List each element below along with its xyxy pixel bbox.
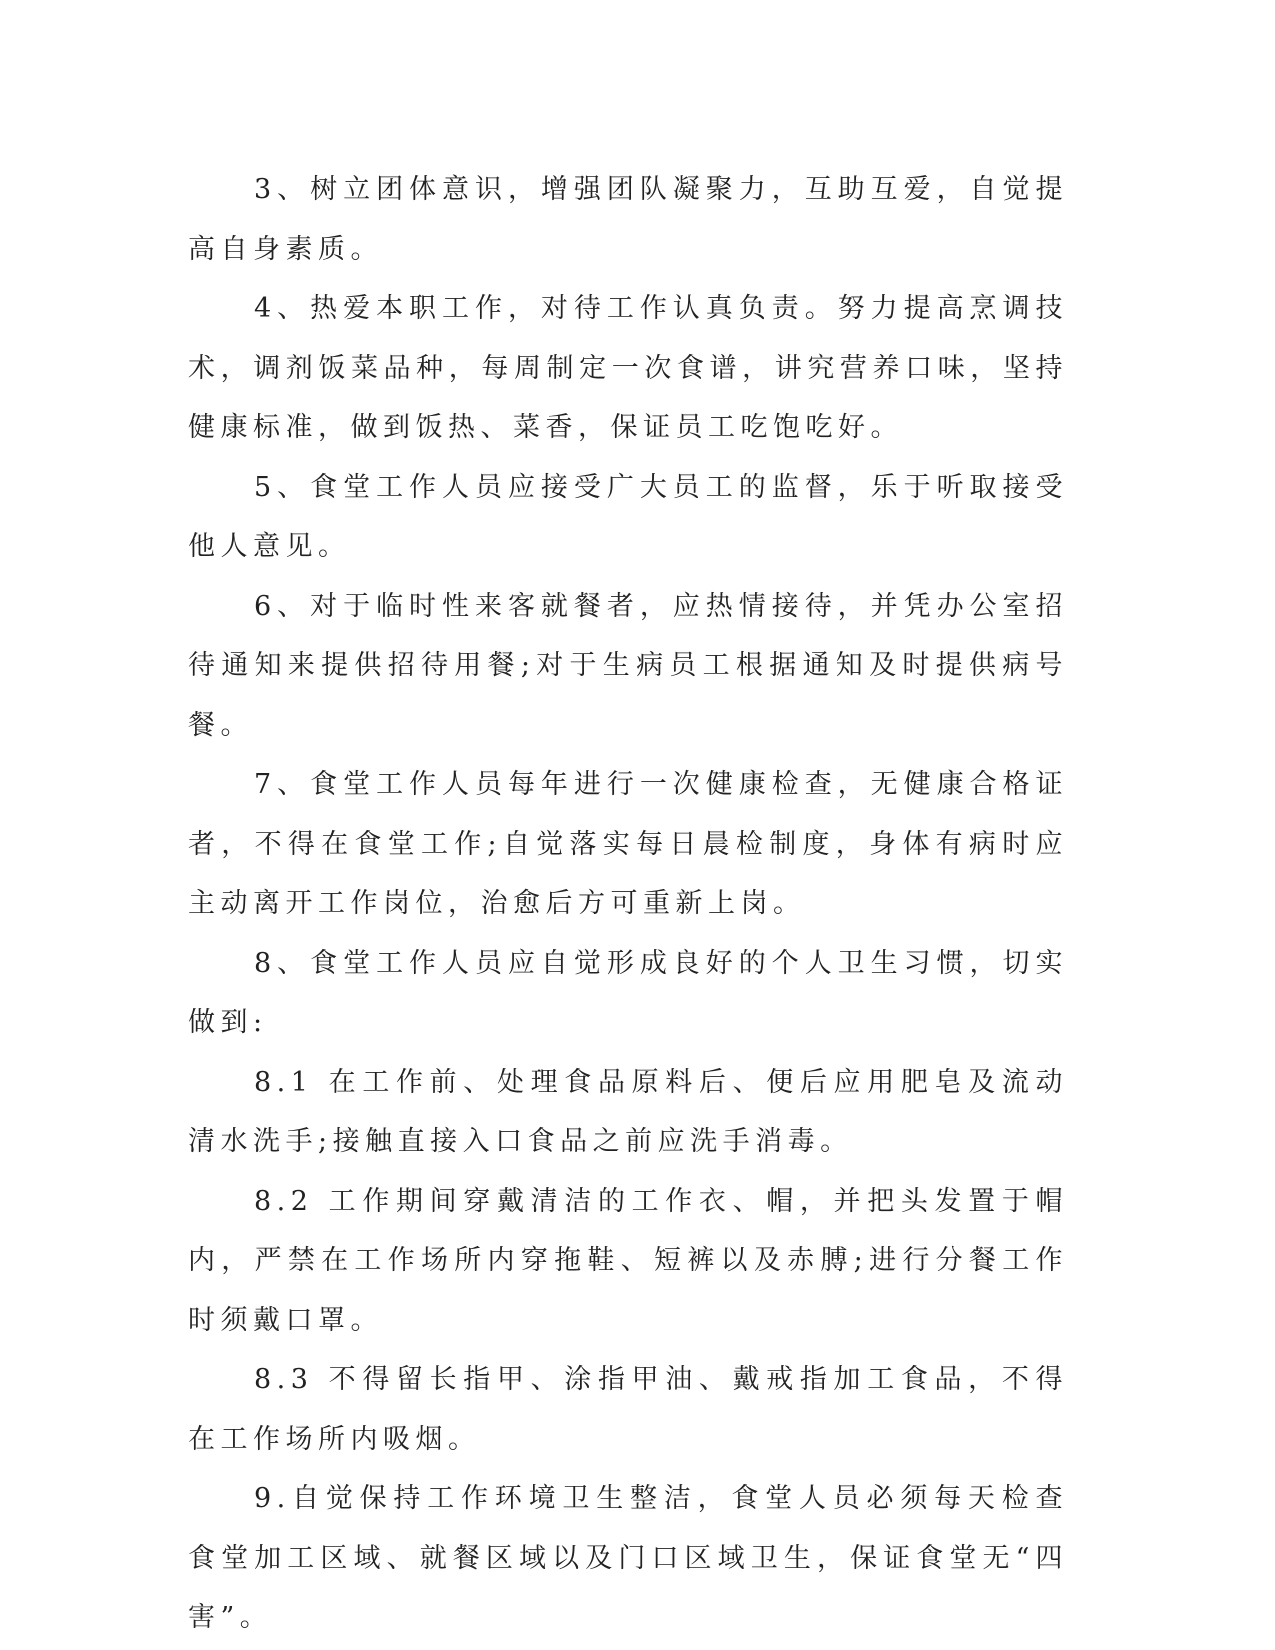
paragraph-item-8-1: 8.1 在工作前、处理食品原料后、便后应用肥皂及流动清水洗手;接触直接入口食品之前应洗手消毒。 <box>188 1066 1068 1157</box>
paragraph-item-6: 6、对于临时性来客就餐者，应热情接待，并凭办公室招待通知来提供招待用餐;对于生病员工根据通知及时提供病号餐。 <box>188 590 1068 741</box>
paragraph-item-8: 8、食堂工作人员应自觉形成良好的个人卫生习惯，切实做到: <box>188 947 1068 1038</box>
paragraph-item-9: 9.自觉保持工作环境卫生整洁，食堂人员必须每天检查食堂加工区域、就餐区域以及门口区域卫生，保证食堂无“四害”。 <box>188 1483 1068 1633</box>
paragraph-item-8-3: 8.3 不得留长指甲、涂指甲油、戴戒指加工食品，不得在工作场所内吸烟。 <box>188 1364 1068 1455</box>
paragraph-item-5: 5、食堂工作人员应接受广大员工的监督，乐于听取接受他人意见。 <box>188 471 1068 562</box>
paragraph-item-7: 7、食堂工作人员每年进行一次健康检查，无健康合格证者，不得在食堂工作;自觉落实每日晨检制度，身体有病时应主动离开工作岗位，治愈后方可重新上岗。 <box>188 769 1068 919</box>
paragraph-item-3: 3、树立团体意识，增强团队凝聚力，互助互爱，自觉提高自身素质。 <box>188 174 1068 265</box>
document-body <box>188 160 1068 1648</box>
paragraph-item-4: 4、热爱本职工作，对待工作认真负责。努力提高烹调技术，调剂饭菜品种，每周制定一次食谱，讲究营养口味，坚持健康标准，做到饭热、菜香，保证员工吃饱吃好。 <box>188 293 1068 443</box>
paragraph-item-8-2: 8.2 工作期间穿戴清洁的工作衣、帽，并把头发置于帽内，严禁在工作场所内穿拖鞋、短裤以及赤膊;进行分餐工作时须戴口罩。 <box>188 1185 1068 1336</box>
